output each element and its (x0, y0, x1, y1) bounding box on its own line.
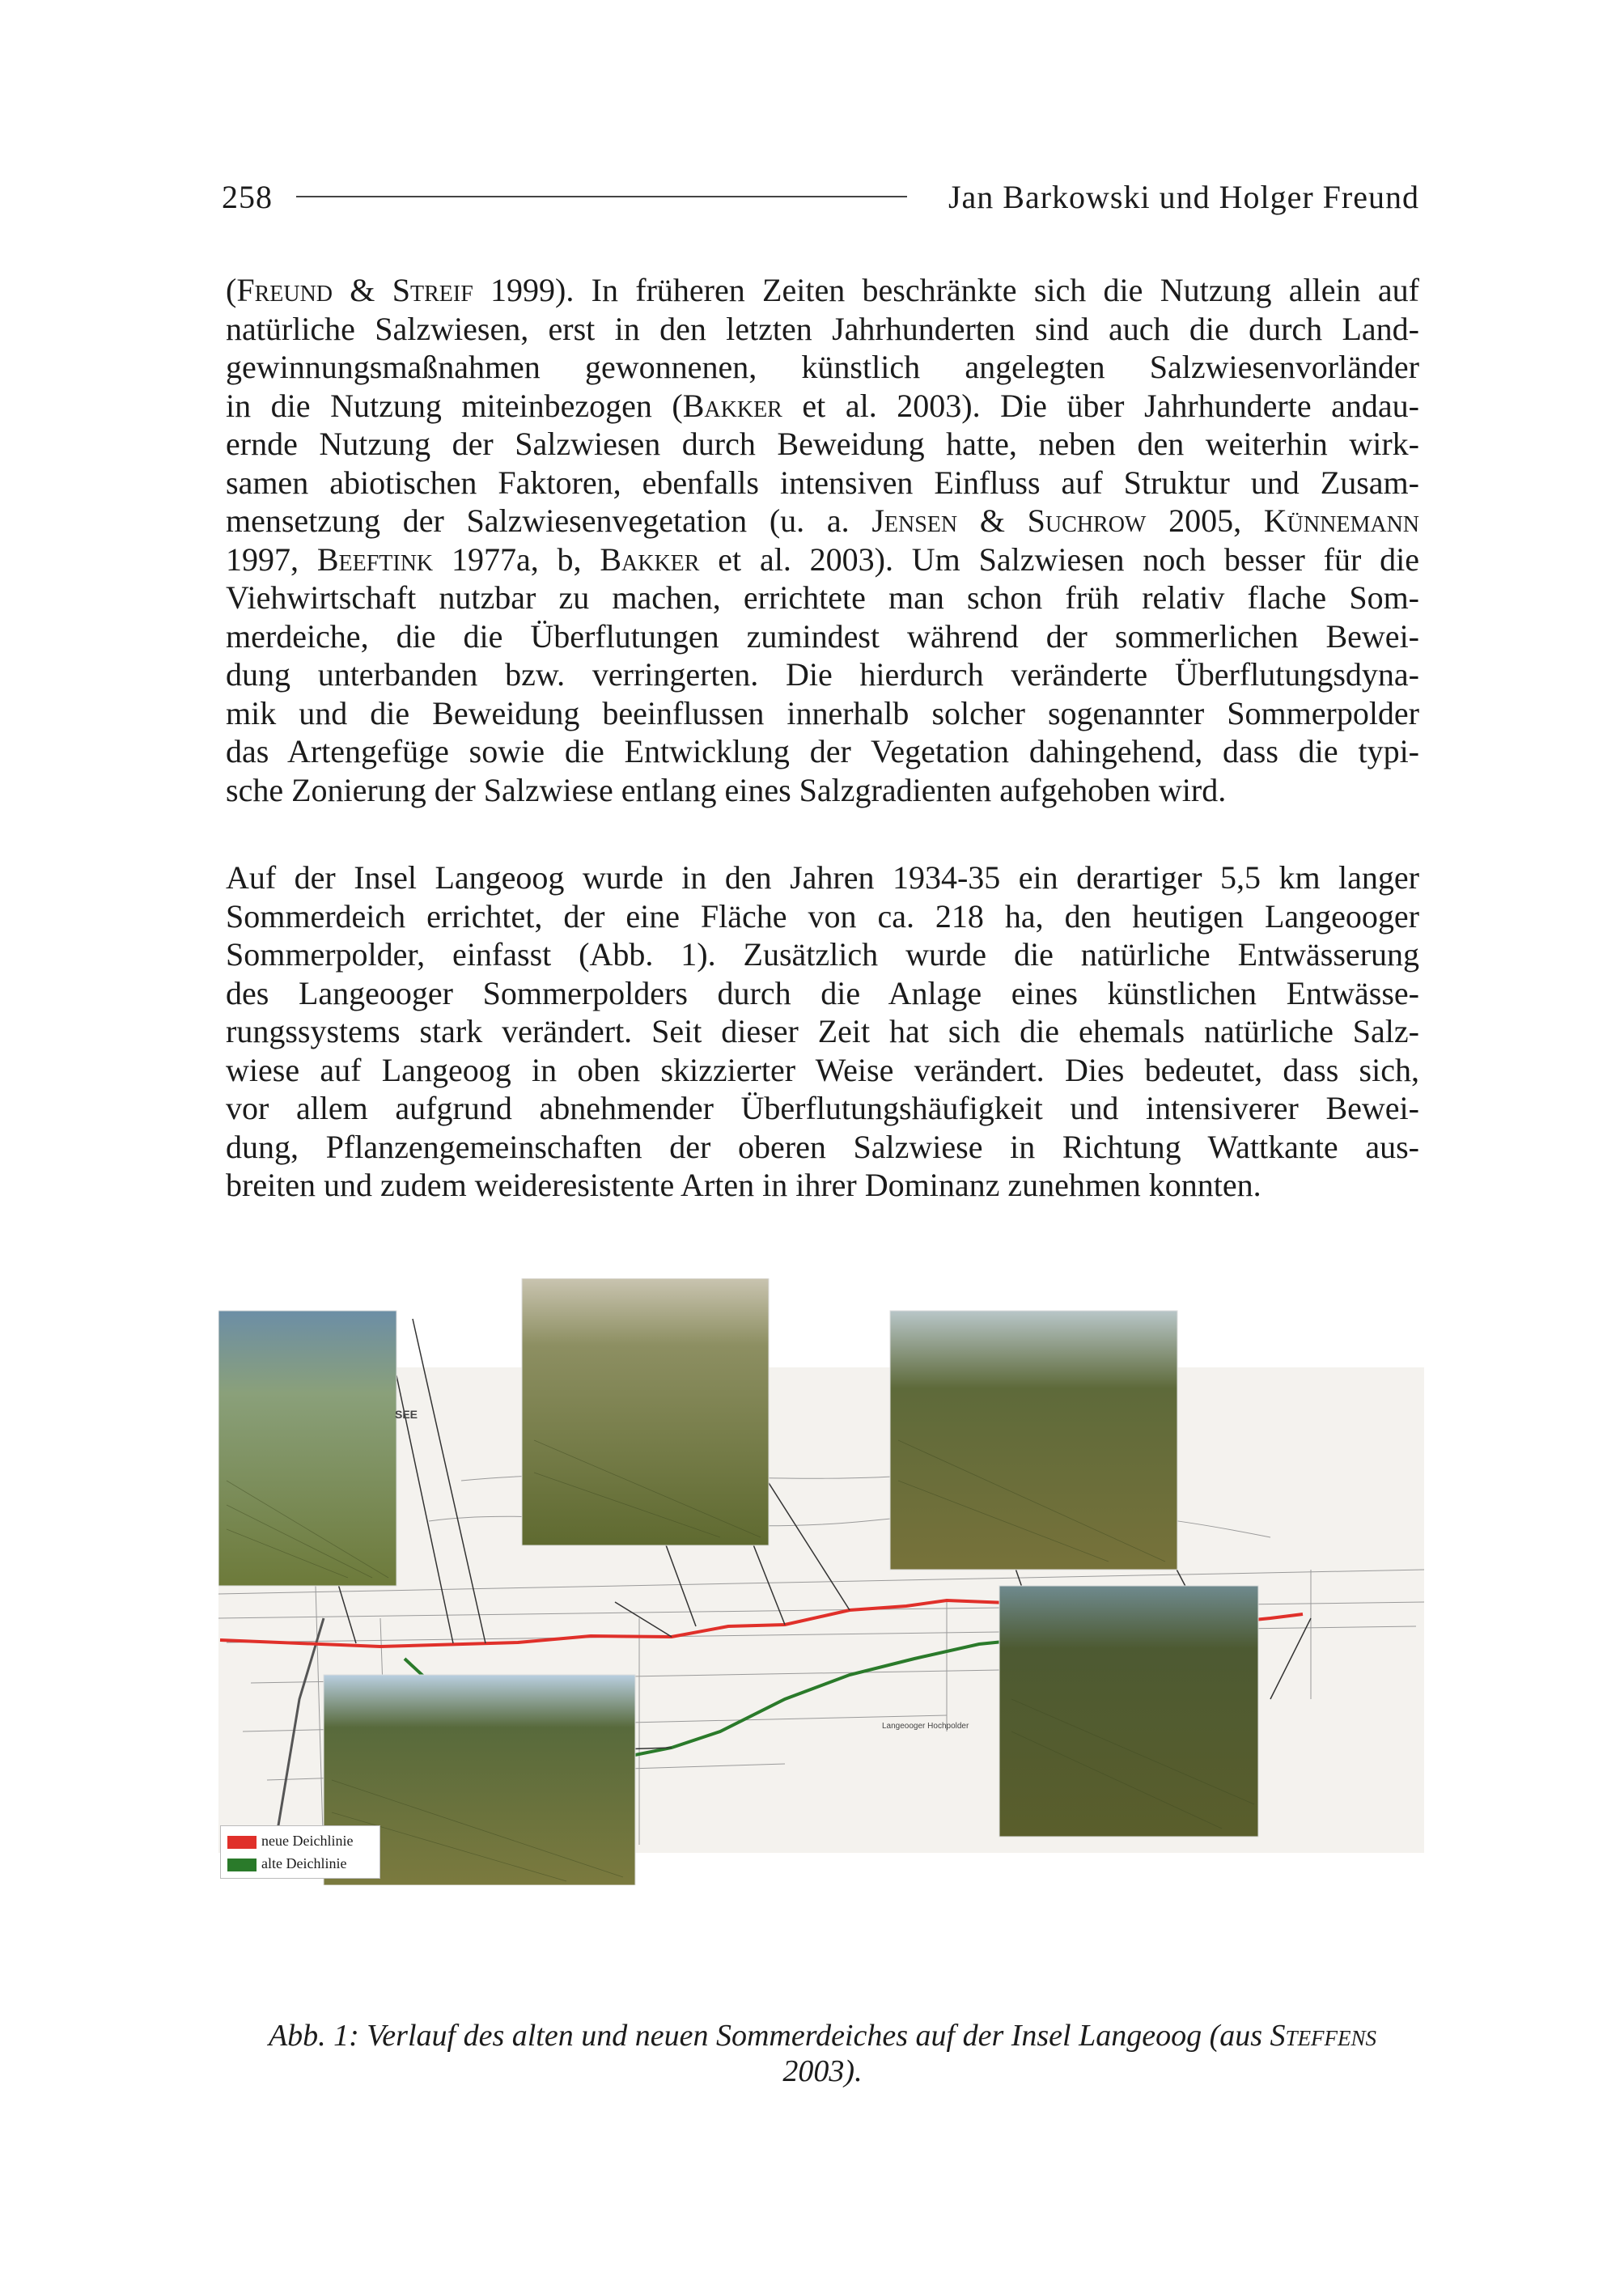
text-line: gewinnungsmaßnahmen gewonnenen, künstlich angelegten Salzwiesenvorländer (226, 349, 1419, 385)
text-line: vor allem aufgrund abnehmender Überflutungshäufigkeit und intensiverer Bewei- (226, 1090, 1419, 1126)
page-header (222, 173, 1419, 218)
text-line: Viehwirtschaft nutzbar zu machen, errichtete man schon früh relativ flache Som- (226, 579, 1419, 616)
map-composite (218, 1278, 1424, 1885)
text-line: rungssystems stark verändert. Seit dieser Zeit hat sich die ehemals natürliche Salz- (226, 1013, 1419, 1049)
figure-caption: Abb. 1: Verlauf des alten und neuen Sommerdeiches auf der Insel Langeoog (aus Steffens 2003). (268, 2019, 1377, 2088)
page-number: 258 (222, 179, 273, 215)
text-line: wiese auf Langeoog in oben skizzierter Weise verändert. Dies bedeutet, dass sich, (226, 1051, 1419, 1088)
aerial-photo-northeast (890, 1311, 1177, 1570)
legend-swatch-red (227, 1836, 257, 1849)
map-legend (220, 1825, 380, 1879)
text-line: samen abiotischen Faktoren, ebenfalls intensiven Einfluss auf Struktur und Zusam- (226, 464, 1419, 501)
text-line: natürliche Salzwiesen, erst in den letzten Jahrhunderten sind auch die durch Land- (226, 310, 1419, 347)
aerial-photo-southeast (999, 1586, 1258, 1837)
text-line: (Freund & Streif 1999). In früheren Zeiten beschränkte sich die Nutzung allein auf (226, 272, 1419, 308)
legend-swatch-green (227, 1859, 257, 1871)
text-line: 1997, Beeftink 1977a, b, Bakker et al. 2003). Um Salzwiesen noch besser für die (226, 540, 1419, 578)
header-rule (296, 196, 907, 197)
text-line: dung unterbanden bzw. verringerten. Die hierdurch veränderte Überflutungsdyna- (226, 656, 1419, 693)
text-line: mensetzung der Salzwiesenvegetation (u. a. Jensen & Suchrow 2005, Künnemann (226, 502, 1420, 539)
text-line: sche Zonierung der Salzwiese entlang eines Salzgradienten aufgehoben wird. (226, 771, 1227, 808)
text-line: Sommerpolder, einfasst (Abb. 1). Zusätzlich wurde die natürliche Entwässerung (226, 936, 1419, 973)
text-line: das Artengefüge sowie die Entwicklung der Vegetation dahingehend, dass die typi- (226, 733, 1419, 769)
text-line: des Langeooger Sommerpolders durch die Anlage eines künstlichen Entwässe- (226, 974, 1419, 1011)
legend-new-dike: neue Deichlinie (227, 1829, 353, 1852)
text-line: breiten und zudem weideresistente Arten in ihrer Dominanz zunehmen konnten. (226, 1167, 1261, 1203)
text-line: dung, Pflanzengemeinschaften der oberen Salzwiese in Richtung Wattkante aus- (226, 1128, 1419, 1165)
paragraph-2 (226, 858, 1419, 1205)
legend-old-dike: alte Deichlinie (227, 1852, 346, 1875)
paragraph-1 (226, 271, 1419, 809)
text-line: in die Nutzung miteinbezogen (Bakker et al. 2003). Die über Jahrhunderte andau- (226, 387, 1420, 424)
text-line: Sommerdeich errichtet, der eine Fläche von ca. 218 ha, den heutigen Langeooger (226, 897, 1419, 935)
text-line: mik und die Beweidung beeinflussen innerhalb solcher sogenannter Sommerpolder (226, 694, 1419, 731)
running-head: Jan Barkowski und Holger Freund (948, 179, 1419, 215)
text-line: ernde Nutzung der Salzwiesen durch Beweidung hatte, neben den weiterhin wirk- (226, 426, 1419, 462)
aerial-photo-north (522, 1278, 769, 1545)
text-line: merdeiche, die die Überflutungen zumindest während der sommerlichen Bewei- (226, 617, 1419, 655)
figure-dike-map (218, 1278, 1424, 1885)
text-line: Auf der Insel Langeoog wurde in den Jahren 1934-35 ein derartiger 5,5 km langer (226, 859, 1419, 896)
map-label-see: SEE (395, 1408, 418, 1421)
map-label-polder: Langeooger Hochpolder (882, 1722, 969, 1731)
aerial-photo-west (218, 1311, 396, 1586)
